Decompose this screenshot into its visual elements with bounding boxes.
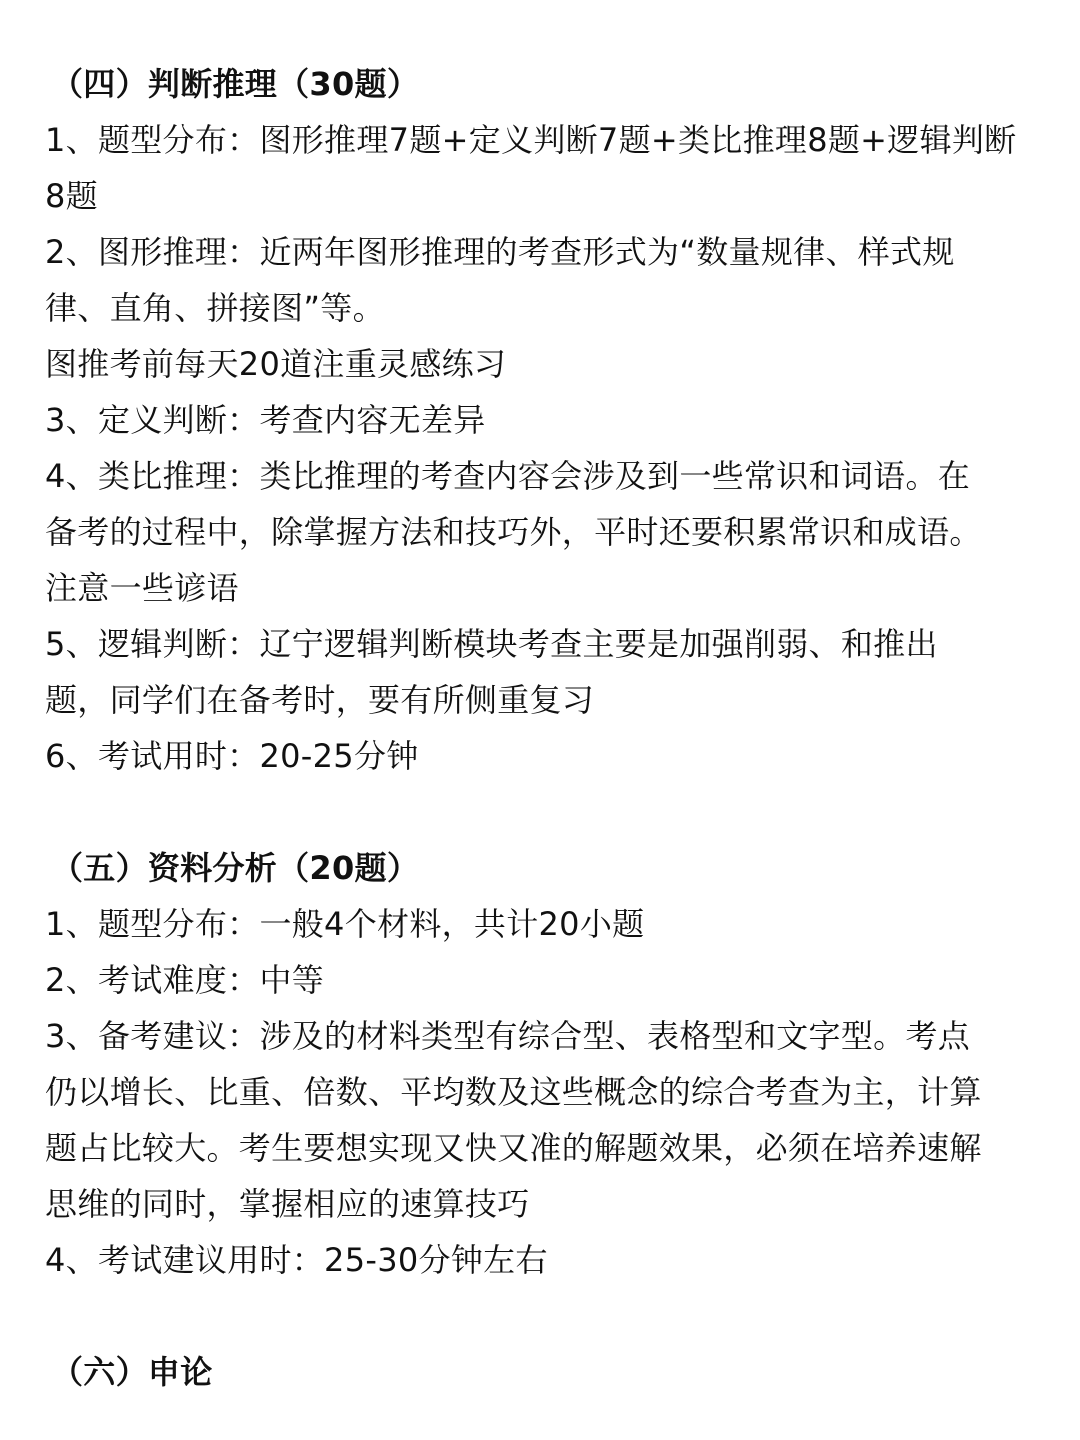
- section-spacer: [45, 784, 1045, 840]
- section-4-line-6: 3、定义判断：考查内容无差异: [45, 401, 486, 439]
- section-5-line-6: 思维的同时，掌握相应的速算技巧: [45, 1185, 530, 1223]
- section-4-line-11: 题，同学们在备考时，要有所侧重复习: [45, 681, 595, 719]
- section-4-line-1: 1、题型分布：图形推理7题+定义判断7题+类比推理8题+逻辑判断: [45, 121, 1017, 159]
- section-5-line-7: 4、考试建议用时：25-30分钟左右: [45, 1241, 548, 1279]
- section-4-line-7: 4、类比推理：类比推理的考查内容会涉及到一些常识和词语。在: [45, 457, 971, 495]
- section-5-line-5: 题占比较大。考生要想实现又快又准的解题效果，必须在培养速解: [45, 1129, 982, 1167]
- section-4-line-3: 2、图形推理：近两年图形推理的考查形式为“数量规律、样式规: [45, 233, 955, 271]
- section-5-line-4: 仍以增长、比重、倍数、平均数及这些概念的综合考查为主，计算: [45, 1073, 982, 1111]
- section-4-line-4: 律、直角、拼接图”等。: [45, 289, 385, 327]
- section-4-line-8: 备考的过程中，除掌握方法和技巧外，平时还要积累常识和成语。: [45, 513, 982, 551]
- section-5-heading: （五）资料分析（20题）: [51, 849, 420, 887]
- section-4-line-10: 5、逻辑判断：辽宁逻辑判断模块考查主要是加强削弱、和推出: [45, 625, 938, 663]
- section-5-line-1: 1、题型分布：一般4个材料，共计20小题: [45, 905, 645, 943]
- section-4-heading: （四）判断推理（30题）: [51, 65, 420, 103]
- section-spacer: [45, 1288, 1045, 1344]
- section-5-line-3: 3、备考建议：涉及的材料类型有综合型、表格型和文字型。考点: [45, 1017, 971, 1055]
- document-page: [45, 56, 1045, 1400]
- section-4-line-12: 6、考试用时：20-25分钟: [45, 737, 419, 775]
- section-4-line-9: 注意一些谚语: [45, 569, 239, 607]
- section-5-line-2: 2、考试难度：中等: [45, 961, 325, 999]
- section-4-line-5: 图推考前每天20道注重灵感练习: [45, 345, 507, 383]
- section-4-line-2: 8题: [45, 177, 98, 215]
- section-6-heading: （六）申论: [51, 1353, 213, 1391]
